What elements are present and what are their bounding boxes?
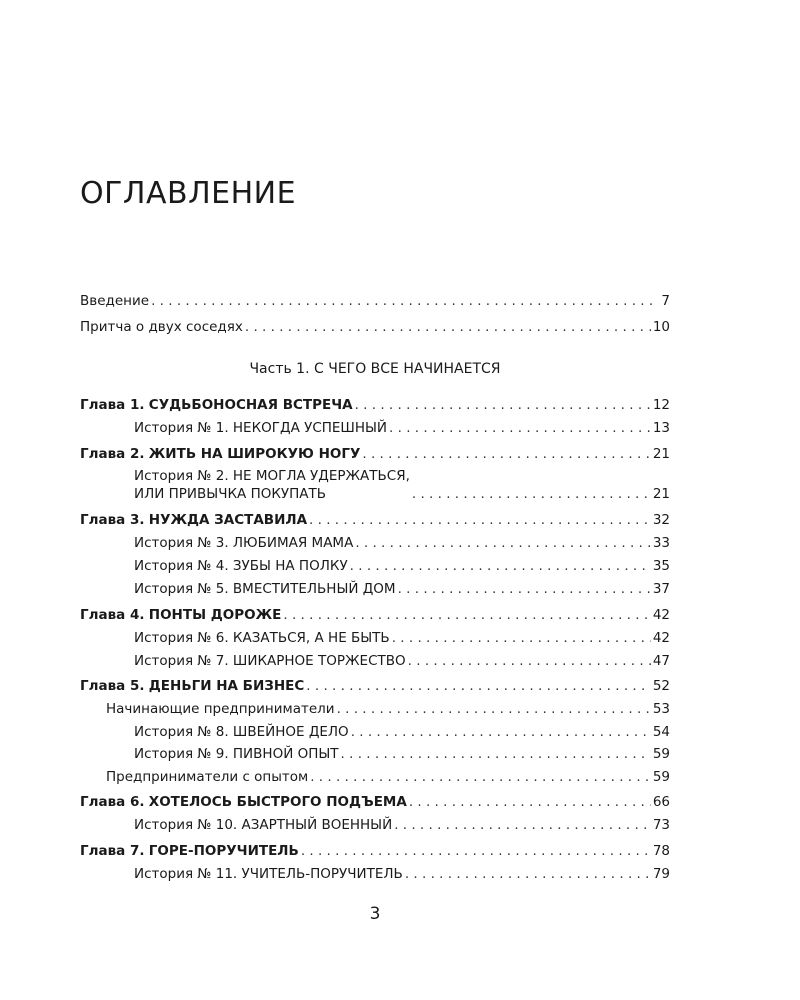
toc-story-2[interactable]: [134, 467, 670, 503]
leader-dots: [355, 396, 651, 414]
chapter-prefix: Глава 6.: [80, 794, 145, 810]
toc-chapter-4[interactable]: [80, 606, 670, 624]
chapter-prefix: Глава 3.: [80, 512, 145, 528]
leader-dots: [405, 865, 651, 883]
toc-story-6[interactable]: [134, 629, 670, 647]
toc-page: 21: [652, 446, 670, 462]
leader-dots: [362, 445, 650, 463]
toc-story-3[interactable]: [134, 534, 670, 552]
toc-chapter-1[interactable]: [80, 396, 670, 414]
toc-label: История № 4. ЗУБЫ НА ПОЛКУ: [134, 558, 348, 574]
toc-label: [80, 793, 407, 811]
toc-page: 21: [652, 486, 670, 502]
toc-label: История № 8. ШВЕЙНОЕ ДЕЛО: [134, 724, 349, 740]
chapter-name: НУЖДА ЗАСТАВИЛА: [148, 512, 308, 528]
toc-page: 73: [652, 817, 670, 833]
leader-dots: [301, 842, 651, 860]
chapter-name: ДЕНЬГИ НА БИЗНЕС: [148, 678, 305, 694]
toc-page: 54: [652, 724, 670, 740]
toc-entry-parable[interactable]: [80, 318, 670, 336]
toc-subsection-beginners[interactable]: [106, 700, 670, 718]
toc-label: Притча о двух соседях: [80, 319, 243, 335]
toc-label: [80, 445, 360, 463]
toc-story-9[interactable]: [134, 745, 670, 763]
chapter-name: ХОТЕЛОСЬ БЫСТРОГО ПОДЪЕМА: [148, 794, 407, 810]
toc-label: [80, 396, 353, 414]
leader-dots: [283, 606, 650, 624]
chapter-name: СУДЬБОНОСНАЯ ВСТРЕЧА: [148, 397, 353, 413]
part-heading: Часть 1. С ЧЕГО ВСЕ НАЧИНАЕТСЯ: [249, 361, 501, 377]
chapter-name: ЖИТЬ НА ШИРОКУЮ НОГУ: [148, 446, 361, 462]
toc-page: 13: [652, 420, 670, 436]
leader-dots: [350, 557, 651, 575]
toc-page: 42: [652, 607, 670, 623]
toc-page: 59: [652, 769, 670, 785]
chapter-prefix: Глава 1.: [80, 397, 145, 413]
chapter-prefix: Глава 2.: [80, 446, 145, 462]
toc-page: 66: [652, 794, 670, 810]
toc-page: 37: [652, 581, 670, 597]
toc-label: История № 10. АЗАРТНЫЙ ВОЕННЫЙ: [134, 817, 393, 833]
leader-dots: [245, 318, 651, 336]
toc-page: 7: [661, 293, 670, 309]
chapter-prefix: Глава 7.: [80, 843, 145, 859]
toc-chapter-7[interactable]: [80, 842, 670, 860]
toc-label: Введение: [80, 293, 150, 309]
toc-label: История № 3. ЛЮБИМАЯ МАМА: [134, 535, 354, 551]
leader-dots: [392, 629, 651, 647]
leader-dots: [351, 723, 651, 741]
toc-page: 47: [652, 653, 670, 669]
leader-dots: [310, 768, 651, 786]
leader-dots: [341, 745, 651, 763]
leader-dots: [409, 793, 651, 811]
leader-dots: [151, 292, 659, 310]
toc-page: 53: [652, 701, 670, 717]
toc-label: Начинающие предприниматели: [106, 701, 335, 717]
page-number: 3: [369, 904, 381, 924]
toc-story-5[interactable]: [134, 580, 670, 598]
toc-label-line-1: История № 2. НЕ МОГЛА УДЕРЖАТЬСЯ,: [134, 468, 410, 484]
toc-label: Предприниматели с опытом: [106, 769, 309, 785]
toc-story-7[interactable]: [134, 652, 670, 670]
toc-page: 79: [652, 866, 670, 882]
toc-chapter-6[interactable]: [80, 793, 670, 811]
page-title: ОГЛАВЛЕНИЕ: [80, 176, 297, 211]
toc-label: История № 6. КАЗАТЬСЯ, А НЕ БЫТЬ: [134, 630, 390, 646]
toc-story-10[interactable]: [134, 816, 670, 834]
leader-dots: [309, 511, 651, 529]
toc-page: 10: [652, 319, 670, 335]
toc-page: 33: [652, 535, 670, 551]
toc-chapter-3[interactable]: [80, 511, 670, 529]
leader-dots: [408, 652, 651, 670]
leader-dots: [306, 677, 651, 695]
toc-label: [80, 677, 304, 695]
leader-dots: [398, 580, 651, 598]
toc-label: История № 7. ШИКАРНОЕ ТОРЖЕСТВО: [134, 653, 406, 669]
leader-dots: [355, 534, 651, 552]
leader-dots: [389, 419, 651, 437]
toc-entry-intro[interactable]: [80, 292, 670, 310]
toc-chapter-5[interactable]: [80, 677, 670, 695]
leader-dots: [337, 700, 651, 718]
toc-page: 78: [652, 843, 670, 859]
leader-dots: [412, 485, 651, 503]
toc-story-11[interactable]: [134, 865, 670, 883]
toc-page: 35: [652, 558, 670, 574]
toc-label: [80, 511, 307, 529]
toc-story-1[interactable]: [134, 419, 670, 437]
toc-label: История № 9. ПИВНОЙ ОПЫТ: [134, 746, 339, 762]
chapter-prefix: Глава 4.: [80, 607, 145, 623]
toc-label-line-2: ИЛИ ПРИВЫЧКА ПОКУПАТЬ: [134, 486, 327, 502]
toc-label: История № 1. НЕКОГДА УСПЕШНЫЙ: [134, 420, 388, 436]
chapter-prefix: Глава 5.: [80, 678, 145, 694]
toc-label: [80, 842, 299, 860]
toc-chapter-2[interactable]: [80, 445, 670, 463]
toc-page: 12: [652, 397, 670, 413]
toc-label: История № 5. ВМЕСТИТЕЛЬНЫЙ ДОМ: [134, 581, 396, 597]
chapter-name: ГОРЕ-ПОРУЧИТЕЛЬ: [148, 843, 299, 859]
toc-story-4[interactable]: [134, 557, 670, 575]
toc-page: 32: [652, 512, 670, 528]
toc-label: [134, 467, 410, 503]
toc-page: 59: [652, 746, 670, 762]
toc-label: [80, 606, 281, 624]
toc-story-8[interactable]: [134, 723, 670, 741]
leader-dots: [394, 816, 651, 834]
chapter-name: ПОНТЫ ДОРОЖЕ: [148, 607, 282, 623]
toc-page: 52: [652, 678, 670, 694]
toc-subsection-experienced[interactable]: [106, 768, 670, 786]
toc-page: 42: [652, 630, 670, 646]
toc-label: История № 11. УЧИТЕЛЬ-ПОРУЧИТЕЛЬ: [134, 866, 403, 882]
